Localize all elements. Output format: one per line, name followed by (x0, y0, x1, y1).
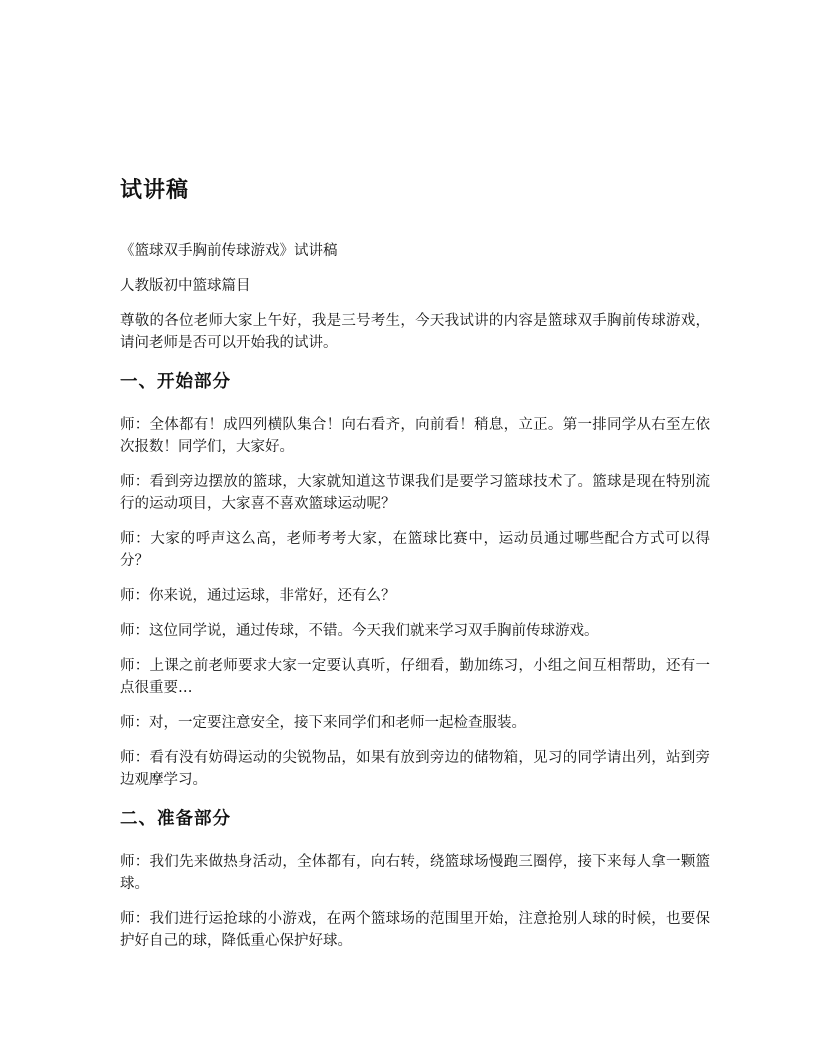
document-title: 试讲稿 (120, 178, 190, 203)
section-heading-start: 一、开始部分 (120, 372, 231, 392)
paragraph: 师：我们进行运抢球的小游戏，在两个篮球场的范围里开始，注意抢别人球的时候，也要保护好自己的球，降低重心保护好球。 (120, 911, 710, 949)
paragraph: 师：看有没有妨碍运动的尖锐物品，如果有放到旁边的储物箱，见习的同学请出列，站到旁边观摩学习。 (120, 750, 710, 788)
opening-greeting: 尊敬的各位老师大家上午好，我是三号考生，今天我试讲的内容是篮球双手胸前传球游戏，请问老师是否可以开始我的试讲。 (120, 313, 710, 351)
paragraph: 师：对，一定要注意安全，接下来同学们和老师一起检查服装。 (120, 715, 526, 731)
paragraph: 师：大家的呼声这么高，老师考考大家，在篮球比赛中，运动员通过哪些配合方式可以得分？ (120, 531, 710, 569)
lesson-title: 《篮球双手胸前传球游戏》试讲稿 (120, 243, 338, 259)
paragraph: 师：这位同学说，通过传球，不错。今天我们就来学习双手胸前传球游戏。 (120, 623, 599, 639)
paragraph: 师：全体都有！成四列横队集合！向右看齐，向前看！稍息，立正。第一排同学从右至左依次报数！同学们，大家好。 (120, 417, 710, 455)
paragraph: 师：我们先来做热身活动，全体都有，向右转，绕篮球场慢跑三圈停，接下来每人拿一颗篮球。 (120, 854, 710, 892)
section-heading-warmup: 二、准备部分 (120, 809, 231, 829)
paragraph: 师：你来说，通过运球，非常好，还有么？ (120, 588, 396, 604)
lesson-source: 人教版初中篮球篇目 (120, 278, 251, 294)
paragraph: 师：看到旁边摆放的篮球，大家就知道这节课我们是要学习篮球技术了。篮球是现在特别流行的运动项目，大家喜不喜欢篮球运动呢？ (120, 474, 710, 512)
paragraph: 师：上课之前老师要求大家一定要认真听，仔细看，勤加练习，小组之间互相帮助，还有一点很重要… (120, 658, 710, 696)
document-page (120, 176, 710, 965)
